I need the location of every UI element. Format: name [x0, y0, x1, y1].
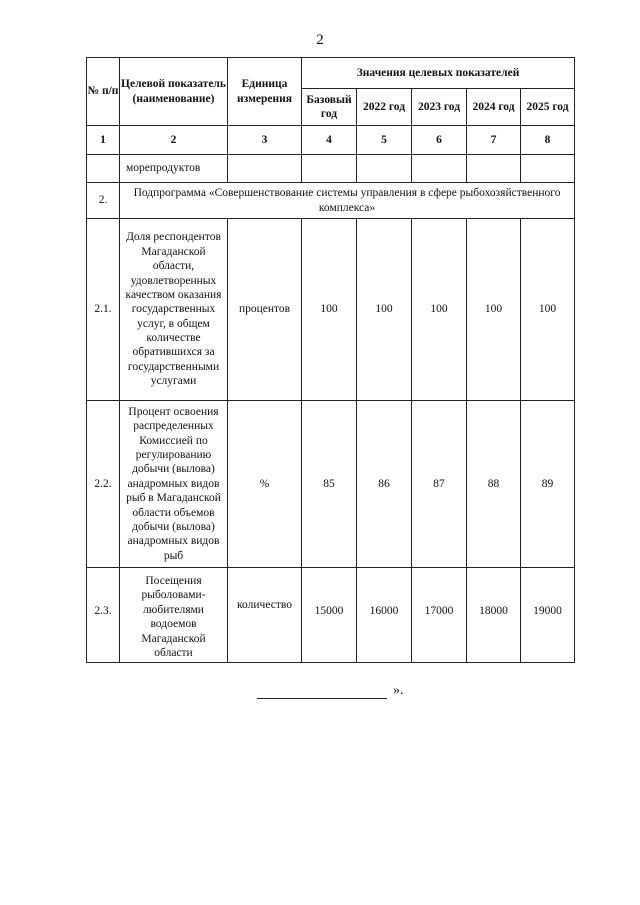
row-num: 2.3. [87, 568, 120, 663]
header-2024: 2024 год [467, 89, 521, 126]
row-value-2022: 16000 [357, 568, 412, 663]
table-row [87, 219, 575, 401]
header-indicator: Целевой показатель (наименование) [120, 58, 228, 126]
row-value-2025: 19000 [521, 568, 575, 663]
row-value-base: 85 [302, 401, 357, 568]
target-indicators-table [86, 57, 575, 663]
row-value-2023: 87 [412, 401, 467, 568]
header-base-year: Базовый год [302, 89, 357, 126]
header-values-group: Значения целевых показателей [302, 58, 575, 89]
row-num: 2.2. [87, 401, 120, 568]
header-2025: 2025 год [521, 89, 575, 126]
col-number: 2 [120, 126, 228, 155]
col-number: 7 [467, 126, 521, 155]
col-number: 5 [357, 126, 412, 155]
row-value-2023: 17000 [412, 568, 467, 663]
row-value-2025: 100 [521, 219, 575, 401]
table-row [87, 568, 575, 663]
row-unit: % [228, 401, 302, 568]
header-num: № п/п [87, 58, 120, 126]
continuation-indicator: морепродуктов [120, 155, 228, 183]
header-unit: Единица измерения [228, 58, 302, 126]
col-number: 6 [412, 126, 467, 155]
row-value-2024: 88 [467, 401, 521, 568]
row-value-2024: 100 [467, 219, 521, 401]
subprogram-num: 2. [87, 183, 120, 219]
col-number: 3 [228, 126, 302, 155]
row-value-base: 100 [302, 219, 357, 401]
column-numbers-row [87, 126, 575, 155]
row-indicator: Посещения рыболовами-любителями водоемов Магаданской области [120, 568, 228, 663]
row-value-2022: 100 [357, 219, 412, 401]
row-indicator: Процент освоения распределенных Комиссией по регулированию добычи (вылова) анадромных видов рыб в Магаданской области объемов добычи (вылова) анадромных видов рыб [120, 401, 228, 568]
header-2023: 2023 год [412, 89, 467, 126]
col-number: 1 [87, 126, 120, 155]
row-unit: количество [228, 568, 302, 663]
row-indicator: Доля респондентов Магаданской области, удовлетворенных качеством оказания государственных услуг, в общем количестве обратившихся за государственными услугами [120, 219, 228, 401]
page-number: 2 [316, 32, 324, 48]
subprogram-title: Подпрограмма «Совершенствование системы управления в сфере рыбохозяйственного комплекса» [120, 183, 575, 219]
closing-line [257, 683, 404, 699]
continuation-row [87, 155, 575, 183]
closing-quote: ». [393, 683, 404, 698]
row-value-base: 15000 [302, 568, 357, 663]
row-value-2023: 100 [412, 219, 467, 401]
row-value-2022: 86 [357, 401, 412, 568]
underline-rule [257, 684, 387, 699]
row-value-2024: 18000 [467, 568, 521, 663]
table-row [87, 401, 575, 568]
col-number: 8 [521, 126, 575, 155]
col-number: 4 [302, 126, 357, 155]
subprogram-row [87, 183, 575, 219]
row-value-2025: 89 [521, 401, 575, 568]
row-unit: процентов [228, 219, 302, 401]
header-2022: 2022 год [357, 89, 412, 126]
header-row-1 [87, 58, 575, 89]
row-num: 2.1. [87, 219, 120, 401]
